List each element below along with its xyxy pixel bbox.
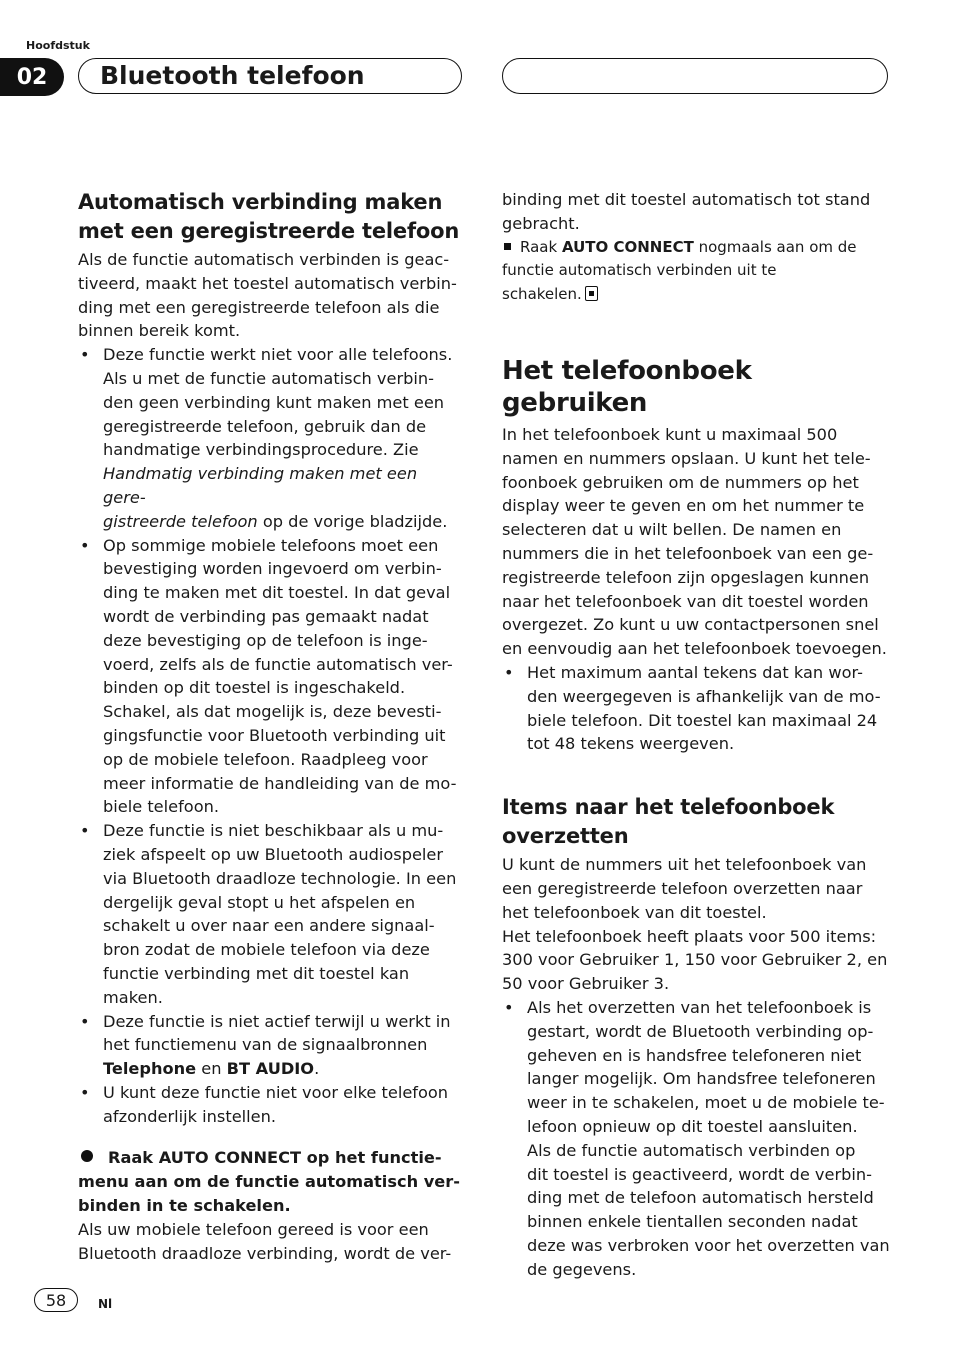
auto-connect-heading: Automatisch verbinding maken met een geregistreerde telefoon xyxy=(78,190,460,243)
chapter-title: Bluetooth telefoon xyxy=(100,61,365,90)
list-item: • Als het overzetten van het telefoonboek is gestart, wordt de Bluetooth verbinding op- geheven en is handsfree telefoneren niet langer mogelijk. Om handsfree telefoneren weer in te schakelen, moet u de mobiele te- lefoon opnieuw op dit toestel aansluiten. Als de functie automatisch verbinden op dit toestel is geactiveerd, wordt de verbin- ding met de telefoon automatisch hersteld binnen enkele tientallen seconden nadat deze was verbroken voor het overzetten van de gegevens. xyxy=(504,997,890,1279)
auto-connect-off-note: Raak AUTO CONNECT nogmaals aan om de functie automatisch verbinden uit te schakelen. xyxy=(502,237,857,304)
note-square-icon xyxy=(504,243,511,250)
phonebook-intro: In het telefoonboek kunt u maximaal 500 namen en nummers opslaan. U kunt het tele- foonboek gebruiken om de nummers op het display weer te geven en om het nummer te selecteren dat u wilt bellen. De namen en nummers die in het telefoonboek van een ge- registreerde telefoon zijn opgeslagen kunnen naar het telefoonboek van dit toestel worden overgezet. Zo kunt u uw contactpersonen snel en eenvoudig aan het telefoonboek toevoegen. xyxy=(502,424,887,659)
action-step: Raak AUTO CONNECT op het functie- menu aan om de functie automatisch ver- binden in te schakelen. xyxy=(78,1148,460,1216)
list-item: • Het maximum aantal tekens dat kan wor- den weergegeven is afhankelijk van de mo- biele telefoon. Dit toestel kan maximaal 24 tot 48 tekens weergeven. xyxy=(504,662,881,754)
page-number: 58 xyxy=(34,1288,78,1312)
transfer-heading: Items naar het telefoonboek overzetten xyxy=(502,795,835,848)
list-item: • Deze functie is niet actief terwijl u werkt in het functiemenu van de signaalbronnen Telephone en BT AUDIO. xyxy=(80,1011,451,1079)
auto-connect-bullets xyxy=(78,343,464,1128)
chapter-label: Hoofdstuk xyxy=(26,39,90,52)
step-bullet-icon xyxy=(81,1150,93,1162)
action-description: Als uw mobiele telefoon gereed is voor een Bluetooth draadloze verbinding, wordt de ver- xyxy=(78,1219,452,1263)
list-item: • Deze functie werkt niet voor alle telefoons. Als u met de functie automatisch verbin- den geen verbinding kunt maken met een geregistreerde telefoon, gebruik dan de handmatige verbindingsprocedure. Zie Handmatig verbinding maken met een gere- gistreerde telefoon op de vorige bladzijde. xyxy=(80,345,453,531)
right-column xyxy=(502,188,890,1281)
list-item: • Deze functie is niet beschikbaar als u mu- ziek afspeelt op uw Bluetooth audiospeler via Bluetooth draadloze technologie. In een dergelijk geval stopt u het afspelen en schakelt u over naar een andere signaal- bron zodat de mobiele telefoon via deze functie verbinding met dit toestel kan maken. xyxy=(80,821,457,1007)
end-mark-icon xyxy=(585,286,598,301)
language-code: Nl xyxy=(98,1297,113,1311)
auto-connect-intro: Als de functie automatisch verbinden is geac- tiveerd, maakt het toestel automatisch verbin- ding met een geregistreerde telefoon als die binnen bereik komt. xyxy=(78,250,457,341)
transfer-bullets xyxy=(502,996,890,1282)
chapter-number-badge: 02 xyxy=(0,58,64,96)
list-item: • U kunt deze functie niet voor elke telefoon afzonderlijk instellen. xyxy=(80,1082,449,1126)
phonebook-bullets xyxy=(502,661,890,756)
left-column xyxy=(78,188,464,1265)
continued-text: binding met dit toestel automatisch tot stand gebracht. xyxy=(502,190,871,233)
right-header-frame xyxy=(502,58,888,94)
list-item: • Op sommige mobiele telefoons moet een bevestiging worden ingevoerd om verbin- ding te maken met dit toestel. In dat geval wordt de verbinding pas gemaakt nadat deze bevestiging op de telefoon is inge- voerd, zelfs als de functie automatisch ver- binden op dit toestel is ingeschakeld. Schakel, als dat mogelijk is, deze bevesti- gingsfunctie voor Bluetooth verbinding uit op de mobiele telefoon. Raadpleeg voor meer informatie de handleiding van de mo- biele telefoon. xyxy=(80,535,457,817)
transfer-intro: U kunt de nummers uit het telefoonboek van een geregistreerde telefoon overzetten naar het telefoonboek van dit toestel. Het telefoonboek heeft plaats voor 500 items: 300 voor Gebruiker 1, 150 voor Gebruiker 2, en 50 voor Gebruiker 3. xyxy=(502,855,888,994)
phonebook-section-title: Het telefoonboek gebruiken xyxy=(502,355,752,418)
